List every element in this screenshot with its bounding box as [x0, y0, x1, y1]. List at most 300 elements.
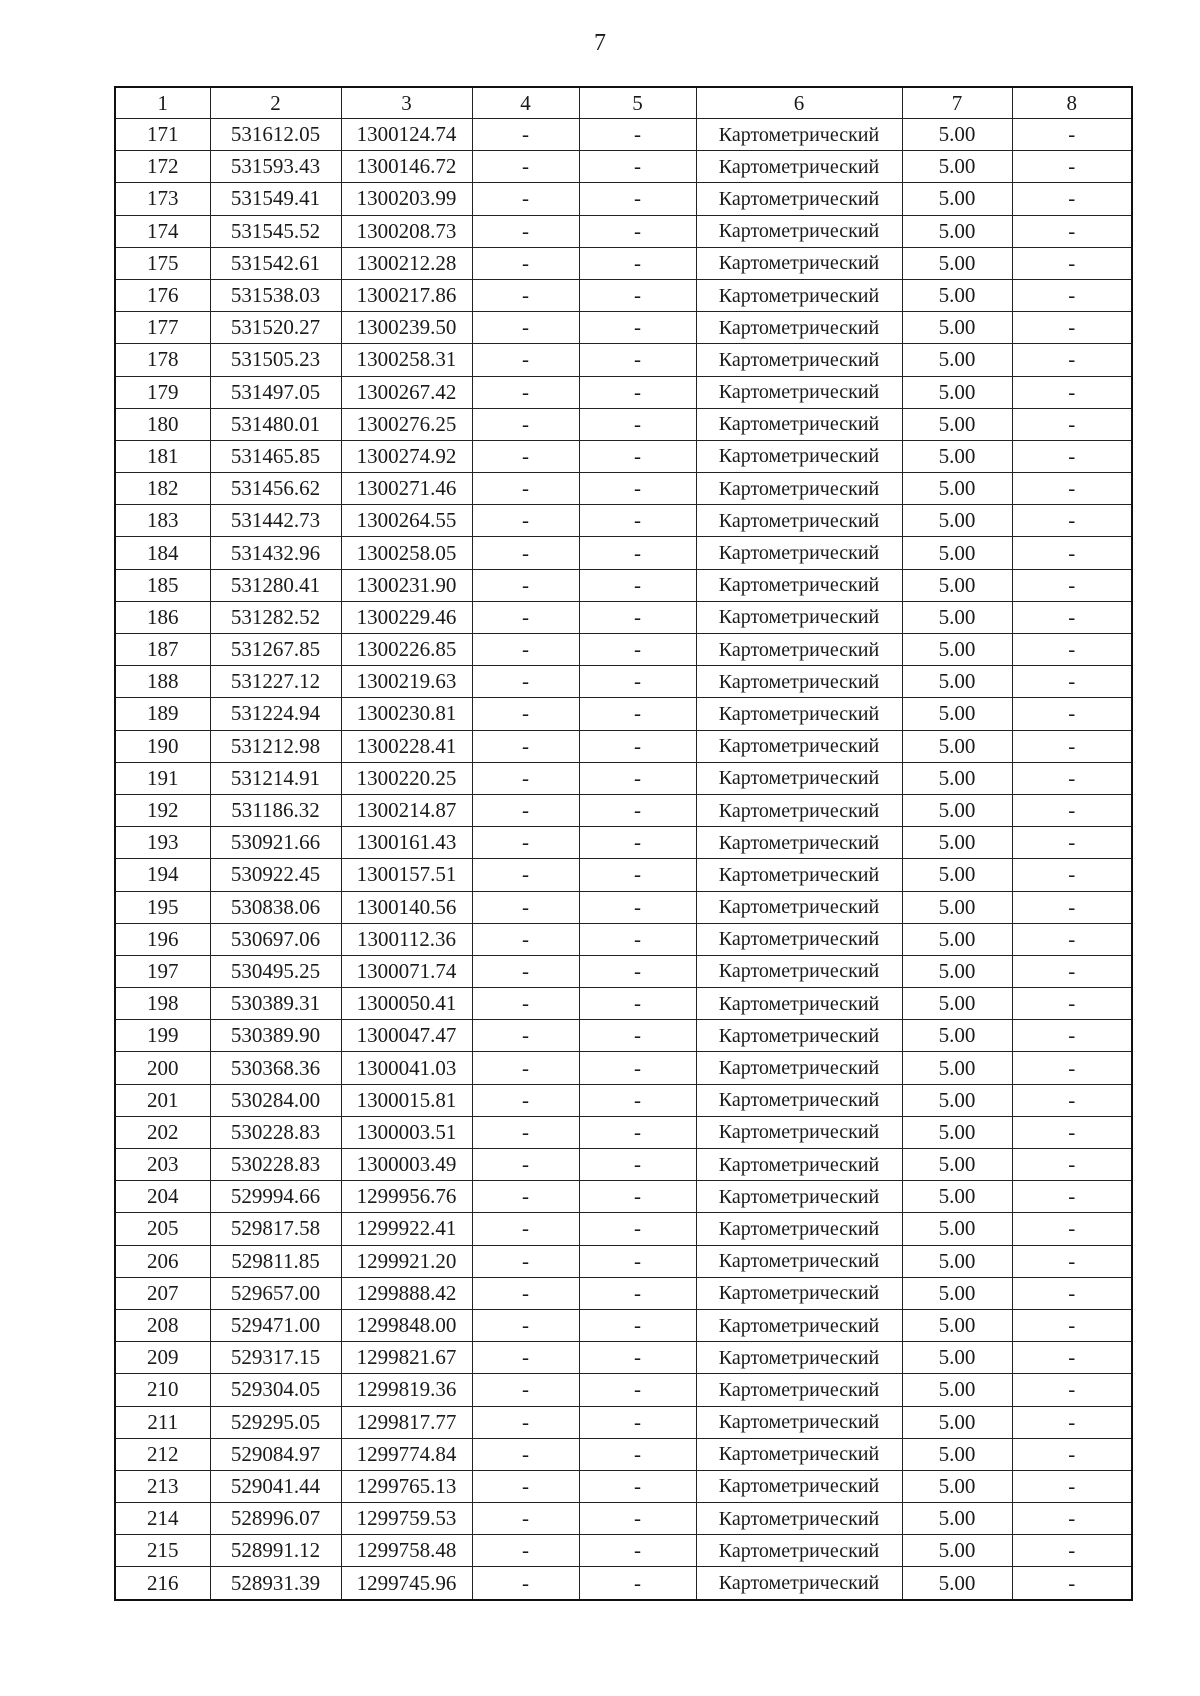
cell-accuracy: 5.00	[902, 1406, 1012, 1438]
cell-x: 530228.83	[210, 1149, 341, 1181]
cell-number: 216	[115, 1567, 210, 1600]
cell-col-4: -	[472, 1503, 579, 1535]
cell-number: 209	[115, 1342, 210, 1374]
cell-x: 531282.52	[210, 601, 341, 633]
cell-col-5: -	[579, 1374, 696, 1406]
cell-col-4: -	[472, 183, 579, 215]
cell-accuracy: 5.00	[902, 1567, 1012, 1600]
cell-y: 1300226.85	[341, 634, 472, 666]
cell-col-5: -	[579, 730, 696, 762]
cell-col-4: -	[472, 1470, 579, 1502]
cell-y: 1300230.81	[341, 698, 472, 730]
cell-method: Картометрический	[696, 119, 902, 151]
cell-y: 1300220.25	[341, 762, 472, 794]
cell-y: 1299765.13	[341, 1470, 472, 1502]
table-row	[115, 1438, 1132, 1470]
cell-accuracy: 5.00	[902, 119, 1012, 151]
cell-x: 530228.83	[210, 1116, 341, 1148]
cell-col-5: -	[579, 344, 696, 376]
cell-number: 212	[115, 1438, 210, 1470]
cell-method: Картометрический	[696, 1245, 902, 1277]
cell-col-8: -	[1012, 151, 1132, 183]
table-row	[115, 473, 1132, 505]
cell-col-4: -	[472, 1084, 579, 1116]
cell-col-5: -	[579, 762, 696, 794]
cell-col-5: -	[579, 312, 696, 344]
cell-number: 194	[115, 859, 210, 891]
cell-y: 1300047.47	[341, 1020, 472, 1052]
table-row	[115, 1535, 1132, 1567]
table-row	[115, 794, 1132, 826]
cell-method: Картометрический	[696, 1535, 902, 1567]
cell-method: Картометрический	[696, 988, 902, 1020]
cell-accuracy: 5.00	[902, 1374, 1012, 1406]
cell-number: 211	[115, 1406, 210, 1438]
cell-method: Картометрический	[696, 247, 902, 279]
cell-accuracy: 5.00	[902, 505, 1012, 537]
cell-col-4: -	[472, 1535, 579, 1567]
table-row	[115, 601, 1132, 633]
cell-col-5: -	[579, 151, 696, 183]
cell-y: 1300124.74	[341, 119, 472, 151]
cell-accuracy: 5.00	[902, 762, 1012, 794]
cell-y: 1299888.42	[341, 1277, 472, 1309]
cell-col-8: -	[1012, 634, 1132, 666]
cell-col-8: -	[1012, 1470, 1132, 1502]
cell-accuracy: 5.00	[902, 794, 1012, 826]
cell-accuracy: 5.00	[902, 1503, 1012, 1535]
cell-col-8: -	[1012, 1406, 1132, 1438]
cell-number: 173	[115, 183, 210, 215]
cell-col-8: -	[1012, 1213, 1132, 1245]
cell-x: 531280.41	[210, 569, 341, 601]
cell-method: Картометрический	[696, 955, 902, 987]
cell-x: 531442.73	[210, 505, 341, 537]
table-row	[115, 569, 1132, 601]
cell-method: Картометрический	[696, 859, 902, 891]
table-row	[115, 1084, 1132, 1116]
cell-number: 189	[115, 698, 210, 730]
cell-number: 188	[115, 666, 210, 698]
cell-col-8: -	[1012, 119, 1132, 151]
cell-col-5: -	[579, 1342, 696, 1374]
table-row	[115, 1181, 1132, 1213]
cell-col-8: -	[1012, 666, 1132, 698]
cell-x: 531520.27	[210, 312, 341, 344]
cell-number: 197	[115, 955, 210, 987]
cell-col-8: -	[1012, 988, 1132, 1020]
cell-col-8: -	[1012, 1181, 1132, 1213]
cell-accuracy: 5.00	[902, 1535, 1012, 1567]
cell-y: 1299819.36	[341, 1374, 472, 1406]
cell-col-8: -	[1012, 1374, 1132, 1406]
cell-col-5: -	[579, 1020, 696, 1052]
cell-y: 1300228.41	[341, 730, 472, 762]
table-header-row	[115, 87, 1132, 119]
cell-accuracy: 5.00	[902, 279, 1012, 311]
cell-number: 191	[115, 762, 210, 794]
cell-number: 202	[115, 1116, 210, 1148]
cell-x: 530495.25	[210, 955, 341, 987]
table-row	[115, 408, 1132, 440]
cell-number: 179	[115, 376, 210, 408]
cell-col-4: -	[472, 827, 579, 859]
cell-col-5: -	[579, 1245, 696, 1277]
cell-x: 529317.15	[210, 1342, 341, 1374]
column-header-5: 5	[579, 87, 696, 119]
cell-col-5: -	[579, 1470, 696, 1502]
table-row	[115, 827, 1132, 859]
cell-method: Картометрический	[696, 891, 902, 923]
cell-col-4: -	[472, 955, 579, 987]
cell-col-4: -	[472, 1438, 579, 1470]
cell-number: 172	[115, 151, 210, 183]
column-header-8: 8	[1012, 87, 1132, 119]
cell-col-8: -	[1012, 601, 1132, 633]
cell-method: Картометрический	[696, 215, 902, 247]
cell-number: 183	[115, 505, 210, 537]
cell-x: 531545.52	[210, 215, 341, 247]
cell-y: 1300071.74	[341, 955, 472, 987]
cell-accuracy: 5.00	[902, 215, 1012, 247]
cell-accuracy: 5.00	[902, 1116, 1012, 1148]
cell-col-4: -	[472, 1181, 579, 1213]
cell-col-5: -	[579, 1503, 696, 1535]
cell-col-5: -	[579, 988, 696, 1020]
cell-x: 529295.05	[210, 1406, 341, 1438]
cell-col-8: -	[1012, 1567, 1132, 1600]
cell-method: Картометрический	[696, 569, 902, 601]
cell-y: 1299817.77	[341, 1406, 472, 1438]
cell-col-8: -	[1012, 1277, 1132, 1309]
cell-x: 531549.41	[210, 183, 341, 215]
cell-x: 530368.36	[210, 1052, 341, 1084]
cell-x: 529817.58	[210, 1213, 341, 1245]
cell-y: 1299921.20	[341, 1245, 472, 1277]
cell-y: 1300041.03	[341, 1052, 472, 1084]
cell-y: 1300212.28	[341, 247, 472, 279]
cell-number: 198	[115, 988, 210, 1020]
cell-method: Картометрический	[696, 376, 902, 408]
table-row	[115, 923, 1132, 955]
cell-accuracy: 5.00	[902, 1342, 1012, 1374]
cell-method: Картометрический	[696, 279, 902, 311]
cell-col-8: -	[1012, 698, 1132, 730]
cell-x: 530921.66	[210, 827, 341, 859]
cell-col-8: -	[1012, 859, 1132, 891]
cell-col-5: -	[579, 408, 696, 440]
cell-col-4: -	[472, 794, 579, 826]
cell-x: 530284.00	[210, 1084, 341, 1116]
cell-col-5: -	[579, 827, 696, 859]
cell-y: 1299774.84	[341, 1438, 472, 1470]
cell-x: 530697.06	[210, 923, 341, 955]
cell-col-4: -	[472, 408, 579, 440]
table-row	[115, 1567, 1132, 1600]
cell-col-4: -	[472, 988, 579, 1020]
cell-method: Картометрический	[696, 344, 902, 376]
cell-number: 210	[115, 1374, 210, 1406]
cell-col-8: -	[1012, 1309, 1132, 1341]
cell-col-8: -	[1012, 440, 1132, 472]
table-row	[115, 1245, 1132, 1277]
cell-col-4: -	[472, 119, 579, 151]
cell-y: 1300050.41	[341, 988, 472, 1020]
cell-col-4: -	[472, 151, 579, 183]
cell-y: 1300267.42	[341, 376, 472, 408]
cell-col-4: -	[472, 247, 579, 279]
cell-number: 186	[115, 601, 210, 633]
cell-col-8: -	[1012, 1020, 1132, 1052]
cell-accuracy: 5.00	[902, 1020, 1012, 1052]
cell-method: Картометрический	[696, 1503, 902, 1535]
cell-col-4: -	[472, 1116, 579, 1148]
cell-col-8: -	[1012, 923, 1132, 955]
cell-x: 529471.00	[210, 1309, 341, 1341]
cell-y: 1300140.56	[341, 891, 472, 923]
table-row	[115, 955, 1132, 987]
cell-accuracy: 5.00	[902, 408, 1012, 440]
cell-x: 530389.90	[210, 1020, 341, 1052]
cell-col-4: -	[472, 1309, 579, 1341]
cell-col-5: -	[579, 1567, 696, 1600]
cell-accuracy: 5.00	[902, 859, 1012, 891]
table-row	[115, 344, 1132, 376]
cell-number: 214	[115, 1503, 210, 1535]
cell-y: 1299848.00	[341, 1309, 472, 1341]
cell-accuracy: 5.00	[902, 666, 1012, 698]
cell-col-8: -	[1012, 1084, 1132, 1116]
cell-method: Картометрический	[696, 1116, 902, 1148]
cell-y: 1300274.92	[341, 440, 472, 472]
cell-col-4: -	[472, 376, 579, 408]
cell-accuracy: 5.00	[902, 955, 1012, 987]
cell-method: Картометрический	[696, 1149, 902, 1181]
cell-x: 528996.07	[210, 1503, 341, 1535]
cell-col-5: -	[579, 440, 696, 472]
cell-col-5: -	[579, 1181, 696, 1213]
table-row	[115, 119, 1132, 151]
cell-col-5: -	[579, 215, 696, 247]
cell-col-8: -	[1012, 279, 1132, 311]
cell-method: Картометрический	[696, 1309, 902, 1341]
cell-col-8: -	[1012, 1052, 1132, 1084]
cell-y: 1300264.55	[341, 505, 472, 537]
table-body	[115, 119, 1132, 1600]
cell-accuracy: 5.00	[902, 1052, 1012, 1084]
cell-method: Картометрический	[696, 1342, 902, 1374]
cell-col-4: -	[472, 1342, 579, 1374]
cell-col-8: -	[1012, 1503, 1132, 1535]
cell-y: 1300157.51	[341, 859, 472, 891]
table-row	[115, 634, 1132, 666]
cell-col-8: -	[1012, 1342, 1132, 1374]
cell-number: 207	[115, 1277, 210, 1309]
cell-x: 529304.05	[210, 1374, 341, 1406]
cell-method: Картометрический	[696, 183, 902, 215]
cell-y: 1300146.72	[341, 151, 472, 183]
table-row	[115, 1052, 1132, 1084]
cell-x: 531465.85	[210, 440, 341, 472]
cell-col-8: -	[1012, 569, 1132, 601]
cell-col-4: -	[472, 634, 579, 666]
cell-accuracy: 5.00	[902, 1309, 1012, 1341]
cell-number: 181	[115, 440, 210, 472]
cell-x: 529994.66	[210, 1181, 341, 1213]
cell-col-5: -	[579, 569, 696, 601]
cell-number: 185	[115, 569, 210, 601]
table-row	[115, 215, 1132, 247]
cell-accuracy: 5.00	[902, 1149, 1012, 1181]
cell-accuracy: 5.00	[902, 151, 1012, 183]
cell-method: Картометрический	[696, 537, 902, 569]
cell-col-4: -	[472, 1052, 579, 1084]
cell-col-4: -	[472, 730, 579, 762]
cell-y: 1300214.87	[341, 794, 472, 826]
cell-x: 531505.23	[210, 344, 341, 376]
cell-number: 182	[115, 473, 210, 505]
cell-number: 204	[115, 1181, 210, 1213]
cell-number: 199	[115, 1020, 210, 1052]
column-header-3: 3	[341, 87, 472, 119]
cell-col-5: -	[579, 279, 696, 311]
table-row	[115, 279, 1132, 311]
cell-col-4: -	[472, 1020, 579, 1052]
cell-col-4: -	[472, 279, 579, 311]
cell-col-5: -	[579, 183, 696, 215]
cell-method: Картометрический	[696, 473, 902, 505]
cell-x: 531267.85	[210, 634, 341, 666]
cell-col-4: -	[472, 1245, 579, 1277]
cell-col-4: -	[472, 891, 579, 923]
cell-number: 205	[115, 1213, 210, 1245]
cell-y: 1300258.31	[341, 344, 472, 376]
cell-col-4: -	[472, 1149, 579, 1181]
cell-col-4: -	[472, 762, 579, 794]
cell-method: Картометрический	[696, 794, 902, 826]
cell-x: 531186.32	[210, 794, 341, 826]
cell-accuracy: 5.00	[902, 698, 1012, 730]
cell-col-4: -	[472, 601, 579, 633]
cell-number: 196	[115, 923, 210, 955]
cell-y: 1300276.25	[341, 408, 472, 440]
cell-number: 177	[115, 312, 210, 344]
cell-x: 529041.44	[210, 1470, 341, 1502]
cell-x: 531497.05	[210, 376, 341, 408]
cell-x: 530838.06	[210, 891, 341, 923]
cell-col-4: -	[472, 1213, 579, 1245]
cell-method: Картометрический	[696, 827, 902, 859]
table-row	[115, 1277, 1132, 1309]
cell-col-4: -	[472, 1406, 579, 1438]
cell-accuracy: 5.00	[902, 730, 1012, 762]
cell-method: Картометрический	[696, 1374, 902, 1406]
cell-method: Картометрический	[696, 634, 902, 666]
cell-col-5: -	[579, 1084, 696, 1116]
cell-col-5: -	[579, 119, 696, 151]
cell-x: 529657.00	[210, 1277, 341, 1309]
cell-x: 531227.12	[210, 666, 341, 698]
cell-y: 1300217.86	[341, 279, 472, 311]
cell-method: Картометрический	[696, 1438, 902, 1470]
cell-col-4: -	[472, 1374, 579, 1406]
cell-x: 531612.05	[210, 119, 341, 151]
cell-number: 174	[115, 215, 210, 247]
cell-y: 1300271.46	[341, 473, 472, 505]
table-row	[115, 1149, 1132, 1181]
cell-col-4: -	[472, 505, 579, 537]
cell-number: 208	[115, 1309, 210, 1341]
cell-accuracy: 5.00	[902, 1277, 1012, 1309]
table-row	[115, 1116, 1132, 1148]
cell-col-5: -	[579, 891, 696, 923]
cell-x: 531456.62	[210, 473, 341, 505]
cell-x: 531480.01	[210, 408, 341, 440]
cell-col-4: -	[472, 440, 579, 472]
cell-number: 195	[115, 891, 210, 923]
cell-col-5: -	[579, 376, 696, 408]
table-row	[115, 1503, 1132, 1535]
cell-y: 1300003.49	[341, 1149, 472, 1181]
cell-method: Картометрический	[696, 923, 902, 955]
cell-accuracy: 5.00	[902, 183, 1012, 215]
cell-number: 203	[115, 1149, 210, 1181]
cell-col-5: -	[579, 698, 696, 730]
cell-y: 1299956.76	[341, 1181, 472, 1213]
cell-col-5: -	[579, 1052, 696, 1084]
cell-col-5: -	[579, 1213, 696, 1245]
column-header-1: 1	[115, 87, 210, 119]
cell-col-8: -	[1012, 312, 1132, 344]
table-row	[115, 762, 1132, 794]
cell-col-4: -	[472, 215, 579, 247]
cell-method: Картометрический	[696, 698, 902, 730]
cell-accuracy: 5.00	[902, 1470, 1012, 1502]
cell-accuracy: 5.00	[902, 891, 1012, 923]
cell-col-5: -	[579, 1309, 696, 1341]
cell-accuracy: 5.00	[902, 1245, 1012, 1277]
cell-col-5: -	[579, 1406, 696, 1438]
cell-method: Картометрический	[696, 1406, 902, 1438]
cell-y: 1299758.48	[341, 1535, 472, 1567]
cell-col-5: -	[579, 955, 696, 987]
table-row	[115, 1213, 1132, 1245]
cell-number: 175	[115, 247, 210, 279]
cell-y: 1300203.99	[341, 183, 472, 215]
cell-method: Картометрический	[696, 1213, 902, 1245]
cell-method: Картометрический	[696, 601, 902, 633]
cell-col-8: -	[1012, 1535, 1132, 1567]
cell-accuracy: 5.00	[902, 1181, 1012, 1213]
table-row	[115, 1342, 1132, 1374]
cell-method: Картометрический	[696, 1181, 902, 1213]
cell-col-4: -	[472, 923, 579, 955]
cell-y: 1299745.96	[341, 1567, 472, 1600]
column-header-2: 2	[210, 87, 341, 119]
cell-accuracy: 5.00	[902, 1213, 1012, 1245]
cell-col-8: -	[1012, 537, 1132, 569]
table-row	[115, 1406, 1132, 1438]
cell-x: 530389.31	[210, 988, 341, 1020]
cell-col-4: -	[472, 1567, 579, 1600]
cell-number: 178	[115, 344, 210, 376]
cell-col-8: -	[1012, 827, 1132, 859]
table-row	[115, 183, 1132, 215]
cell-x: 531212.98	[210, 730, 341, 762]
cell-col-5: -	[579, 634, 696, 666]
table-row	[115, 988, 1132, 1020]
cell-col-5: -	[579, 537, 696, 569]
